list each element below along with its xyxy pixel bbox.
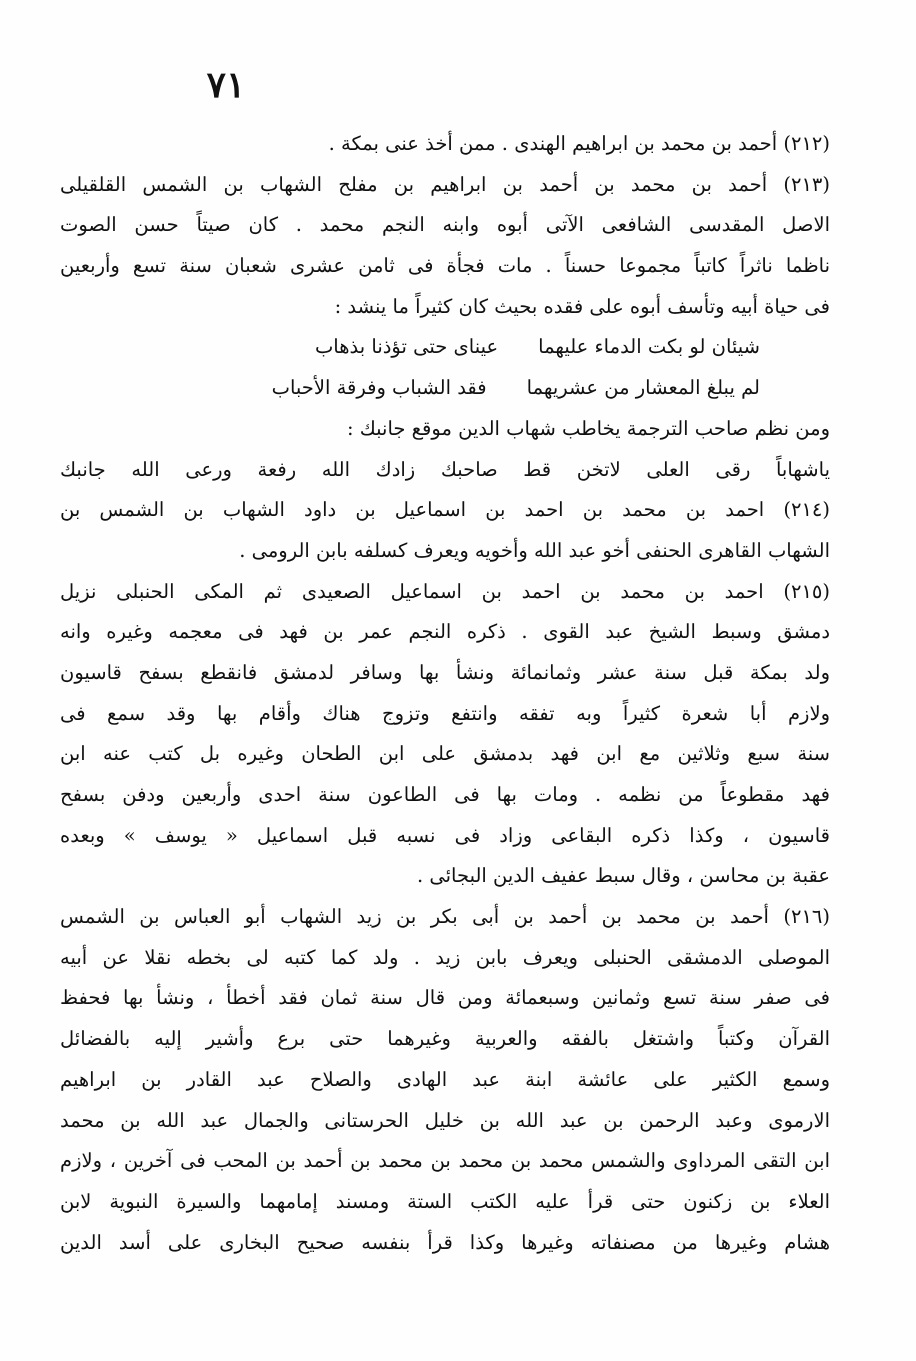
text-line: الاصل المقدسى الشافعى الآتى أبوه وابنه النجم محمد . كان صيتاً حسن الصوت [60, 213, 830, 237]
text-line: سنة سبع وثلاثين مع ابن فهد بدمشق على ابن الطحان وغيره بل كتب عنه ابن [60, 742, 830, 766]
text-line: (٢١٤) احمد بن محمد بن احمد بن اسماعيل بن داود الشهاب بن الشمس بن [60, 498, 830, 522]
text-line: ابن التقى المرداوى والشمس محمد بن محمد بن محمد بن أحمد بن المحب فى آخرين ، ولازم [60, 1149, 830, 1173]
text-line: فهد مقطوعاً من نظمه . ومات بها فى الطاعون سنة احدى وأربعين ودفن بسفح [60, 783, 830, 806]
text-line: ومن نظم صاحب الترجمة يخاطب شهاب الدين موقع جانبك : [346, 416, 830, 440]
page-number: ٧١ [206, 64, 246, 106]
page-text [60, 124, 830, 1263]
verse-line [60, 368, 830, 409]
text-line: (٢١٦) أحمد بن محمد بن أحمد بن أبى بكر بن زيد الشهاب أبو العباس بن الشمس [60, 905, 830, 929]
text-line: الموصلى الدمشقى الحنبلى ويعرف بابن زيد . ولد كما كتبه لى بخطه نقلا عن أبيه [60, 945, 830, 969]
text-block-after-verses [60, 409, 830, 1263]
text-line: ناظما ناثراً كاتباً مجموعا حسناً . مات فجأة فى ثامن عشرى شعبان سنة تسع وأربعين [60, 254, 830, 278]
text-block-before-verses [60, 124, 830, 327]
poem-verses [60, 327, 830, 408]
text-line: الارموى وعبد الرحمن بن عبد الله بن خليل الحرستانى والجمال عبد الله بن محمد [60, 1108, 830, 1132]
text-line: ولازم أبا شعرة كثيراً وبه تفقه وانتفع وتزوج هناك وأقام بها وقد سمع فى [60, 701, 830, 725]
text-line: الشهاب القاهرى الحنفى أخو عبد الله وأخويه ويعرف كسلفه بابن الرومى . [239, 538, 830, 562]
verse-second-hemistich: عيناى حتى تؤذنا بذهاب [314, 335, 499, 359]
verse-first-hemistich: شيئان لو بكت الدماء عليهما [538, 335, 760, 359]
text-line: فى حياة أبيه وتأسف أبوه على فقده بحيث كان كثيراً ما ينشد : [334, 294, 830, 318]
text-line: (٢١٢) أحمد بن محمد بن ابراهيم الهندى . ممن أخذ عنى بمكة . [328, 132, 830, 155]
text-line: قاسيون ، وكذا ذكره البقاعى وزاد فى نسبه قبل اسماعيل « يوسف » وبعده [60, 823, 830, 847]
verse-first-hemistich: لم يبلغ المعشار من عشريهما [526, 376, 760, 400]
text-line: العلاء بن زكنون حتى قرأ عليه الكتب الستة ومسند إمامهما والسيرة النبوية لابن [60, 1189, 830, 1213]
text-line: (٢١٥) احمد بن محمد بن احمد بن اسماعيل الصعيدى ثم المكى الحنبلى نزيل [60, 579, 830, 603]
text-line: (٢١٣) أحمد بن محمد بن أحمد بن ابراهيم بن مفلح الشهاب بن الشمس القلقيلى [60, 172, 830, 196]
text-line: ياشهاباً رقى العلى لاتخن قط صاحبك زادك الله رفعة ورعى الله جانبك [60, 457, 830, 481]
text-line: القرآن وكتباً واشتغل بالفقه والعربية وغيرهما حتى برع وأشير إليه بالفضائل [60, 1027, 830, 1051]
verse-line [60, 327, 830, 368]
text-line: دمشق وسبط الشيخ عبد القوى . ذكره النجم عمر بن فهد فى معجمه وغيره وانه [60, 620, 830, 644]
text-line: وسمع الكثير على عائشة ابنة عبد الهادى والصلاح عبد القادر بن ابراهيم [60, 1067, 830, 1091]
text-line: هشام وغيرها من مصنفاته وغيرها وكذا قرأ بنفسه صحيح البخارى على أسد الدين [60, 1230, 830, 1254]
text-line: عقبة بن محاسن ، وقال سبط عفيف الدين البجائى . [416, 864, 830, 888]
text-line: ولد بمكة قبل سنة عشر وثمانمائة ونشأ بها وسافر لدمشق فانقطع بسفح قاسيون [60, 660, 830, 684]
verse-second-hemistich: فقد الشباب وفرقة الأحباب [271, 376, 487, 400]
text-line: فى صفر سنة تسع وثمانين وسبعمائة ومن قال سنة ثمان فقد أخطأ ، ونشأ بها فحفظ [60, 986, 830, 1010]
